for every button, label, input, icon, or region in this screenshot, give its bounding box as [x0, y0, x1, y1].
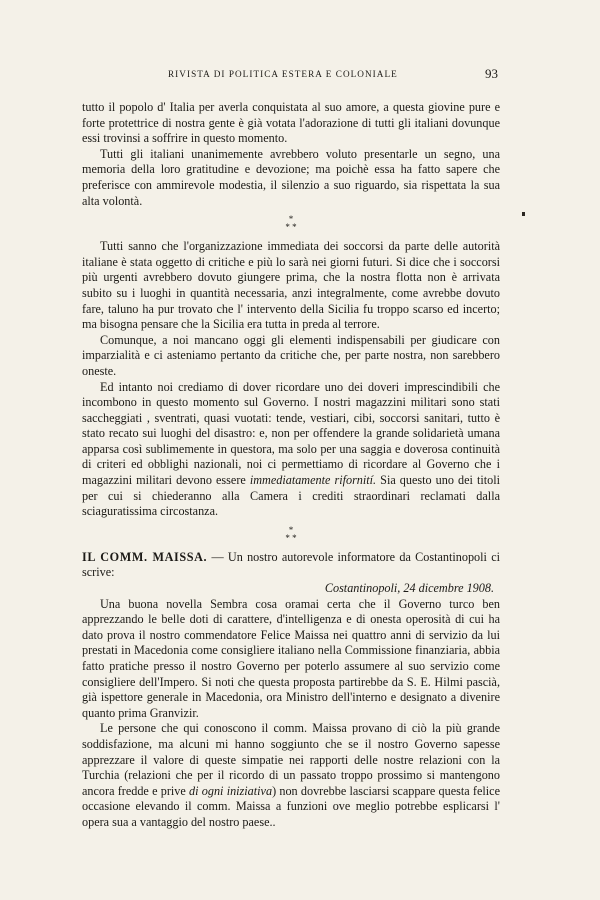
italic-phrase: immediatamente rifornití.: [249, 473, 377, 488]
page-body: [82, 100, 500, 831]
paragraph: [82, 550, 500, 581]
paragraph-text: Ed intanto noi crediamo di dover ricordare uno dei doveri imprescindibili che incombono in questo momento sul Governo. I nostri magazzini militari sono stati saccheggiati , sventrati, quasi vuotati: tende, vestiari, cibi, soccorsi sanitari, tutto è stato recato sui luoghi del disastro: e, non per offendere la grande solidarietà umana apparsa così sublimemente in questora, ma solo per una saggia e doverosa continuità di criteri ed obblighi nazionali, noi ci permettiamo di ricordare al Governo che i magazzini militari devono essere: [82, 379, 500, 488]
paragraph: [82, 721, 500, 830]
paragraph-text: Le persone che qui conoscono il comm. Maissa provano di ciò la più grande soddisfazione, ma alcuni mi hanno soggiunto che se il nostro Governo sapesse apprezzare il valore di queste simpatie nei rapporti delle nostre relazioni con la Turchia (relazioni che per il ricordo di un passato troppo prossimo si mantengono ancora fredde e prive: [82, 721, 500, 798]
section-heading: IL COMM. MAISSA.: [82, 549, 208, 564]
separator-stars: * *: [285, 532, 297, 543]
page-number: 93: [485, 66, 498, 81]
section-separator: [82, 526, 500, 542]
paragraph: Comunque, a noi mancano oggi gli elementi indispensabili per giudicare con imparzialità e ci asteniamo pertanto da critiche che, per parte nostra, non sarebbero oneste.: [82, 332, 500, 378]
paragraph-text: ) non dovrebbe lasciarsi scappare questa felice occasione elevando il comm. Maissa a funzioni ove meglio potrebbe esplicarsi l' opera sua a vantaggio del nostro paese..: [82, 783, 500, 829]
page-header: [82, 66, 498, 82]
paragraph: Una buona novella Sembra cosa oramai certa che il Governo turco ben apprezzando le belle doti di carattere, d'intelligenza e di onesta operosità di cui ha dato prova il nostro commendatore Felice Maissa nei quattro anni di servizio da lui prestati in Macedonia come consigliere italiano nella Commissione finanziaria, abbia fatto pratiche presso il nostro Governo per poterlo assumere al suo servizio come consigliere dell'Impero. Si noti che questa proposta partirebbe da S. E. Hilmi pascià, già ispettore generale in Macedonia, ora Ministro dell'interno e designato a divenire quanto prima Granvizir.: [82, 596, 500, 720]
section-separator: [82, 215, 500, 231]
separator-stars: * *: [285, 222, 297, 233]
page-edge-mark: [522, 212, 525, 216]
running-title: RIVISTA DI POLITICA ESTERA E COLONIALE: [168, 69, 398, 79]
separator-star: *: [288, 214, 294, 225]
paragraph: Tutti sanno che l'organizzazione immediata dei soccorsi da parte delle autorità italiane è stata oggetto di critiche e più lo sarà nei giorni futuri. Si dice che i soccorsi più urgenti avrebbero dovuto giungere prima, che la nostra flotta non è arrivata subito su i luoghi in quantità necessaria, anzi integralmente, come avrebbe dovuto fare, taluno ha pur trovato che l' intervento della Sicilia fu troppo scarso ed incerto; ma bisogna pensare che la Sicilia era tutta in preda al terrore.: [82, 239, 500, 332]
italic-phrase: di ogni iniziativa: [189, 783, 273, 798]
paragraph-text: Sia questo uno dei titoli per cui si chiederanno alla Camera i crediti straordinari reclamati dalla sciaguratissima circostanza.: [82, 473, 500, 519]
separator-star: *: [288, 524, 294, 535]
paragraph: Tutti gli italiani unanimemente avrebbero voluto presentarle un segno, una memoria della loro gratitudine e devozione; ma poichè essa ha fatto sapere che preferisce con ammirevole modestia, il silenzio a suo riguardo, sia rispettata la sua alta volontà.: [82, 146, 500, 208]
paragraph: [82, 380, 500, 520]
dateline: Costantinopoli, 24 dicembre 1908.: [324, 581, 494, 596]
paragraph-text: — Un nostro autorevole informatore da Costantinopoli ci scrive:: [82, 549, 500, 580]
paragraph: tutto il popolo d' Italia per averla conquistata al suo amore, a questa giovine pure e forte protettrice di nostra gente è già votata l'adorazione di tutti gli italiani dovunque essi trovinsi a soffrire in questo momento.: [82, 100, 500, 146]
